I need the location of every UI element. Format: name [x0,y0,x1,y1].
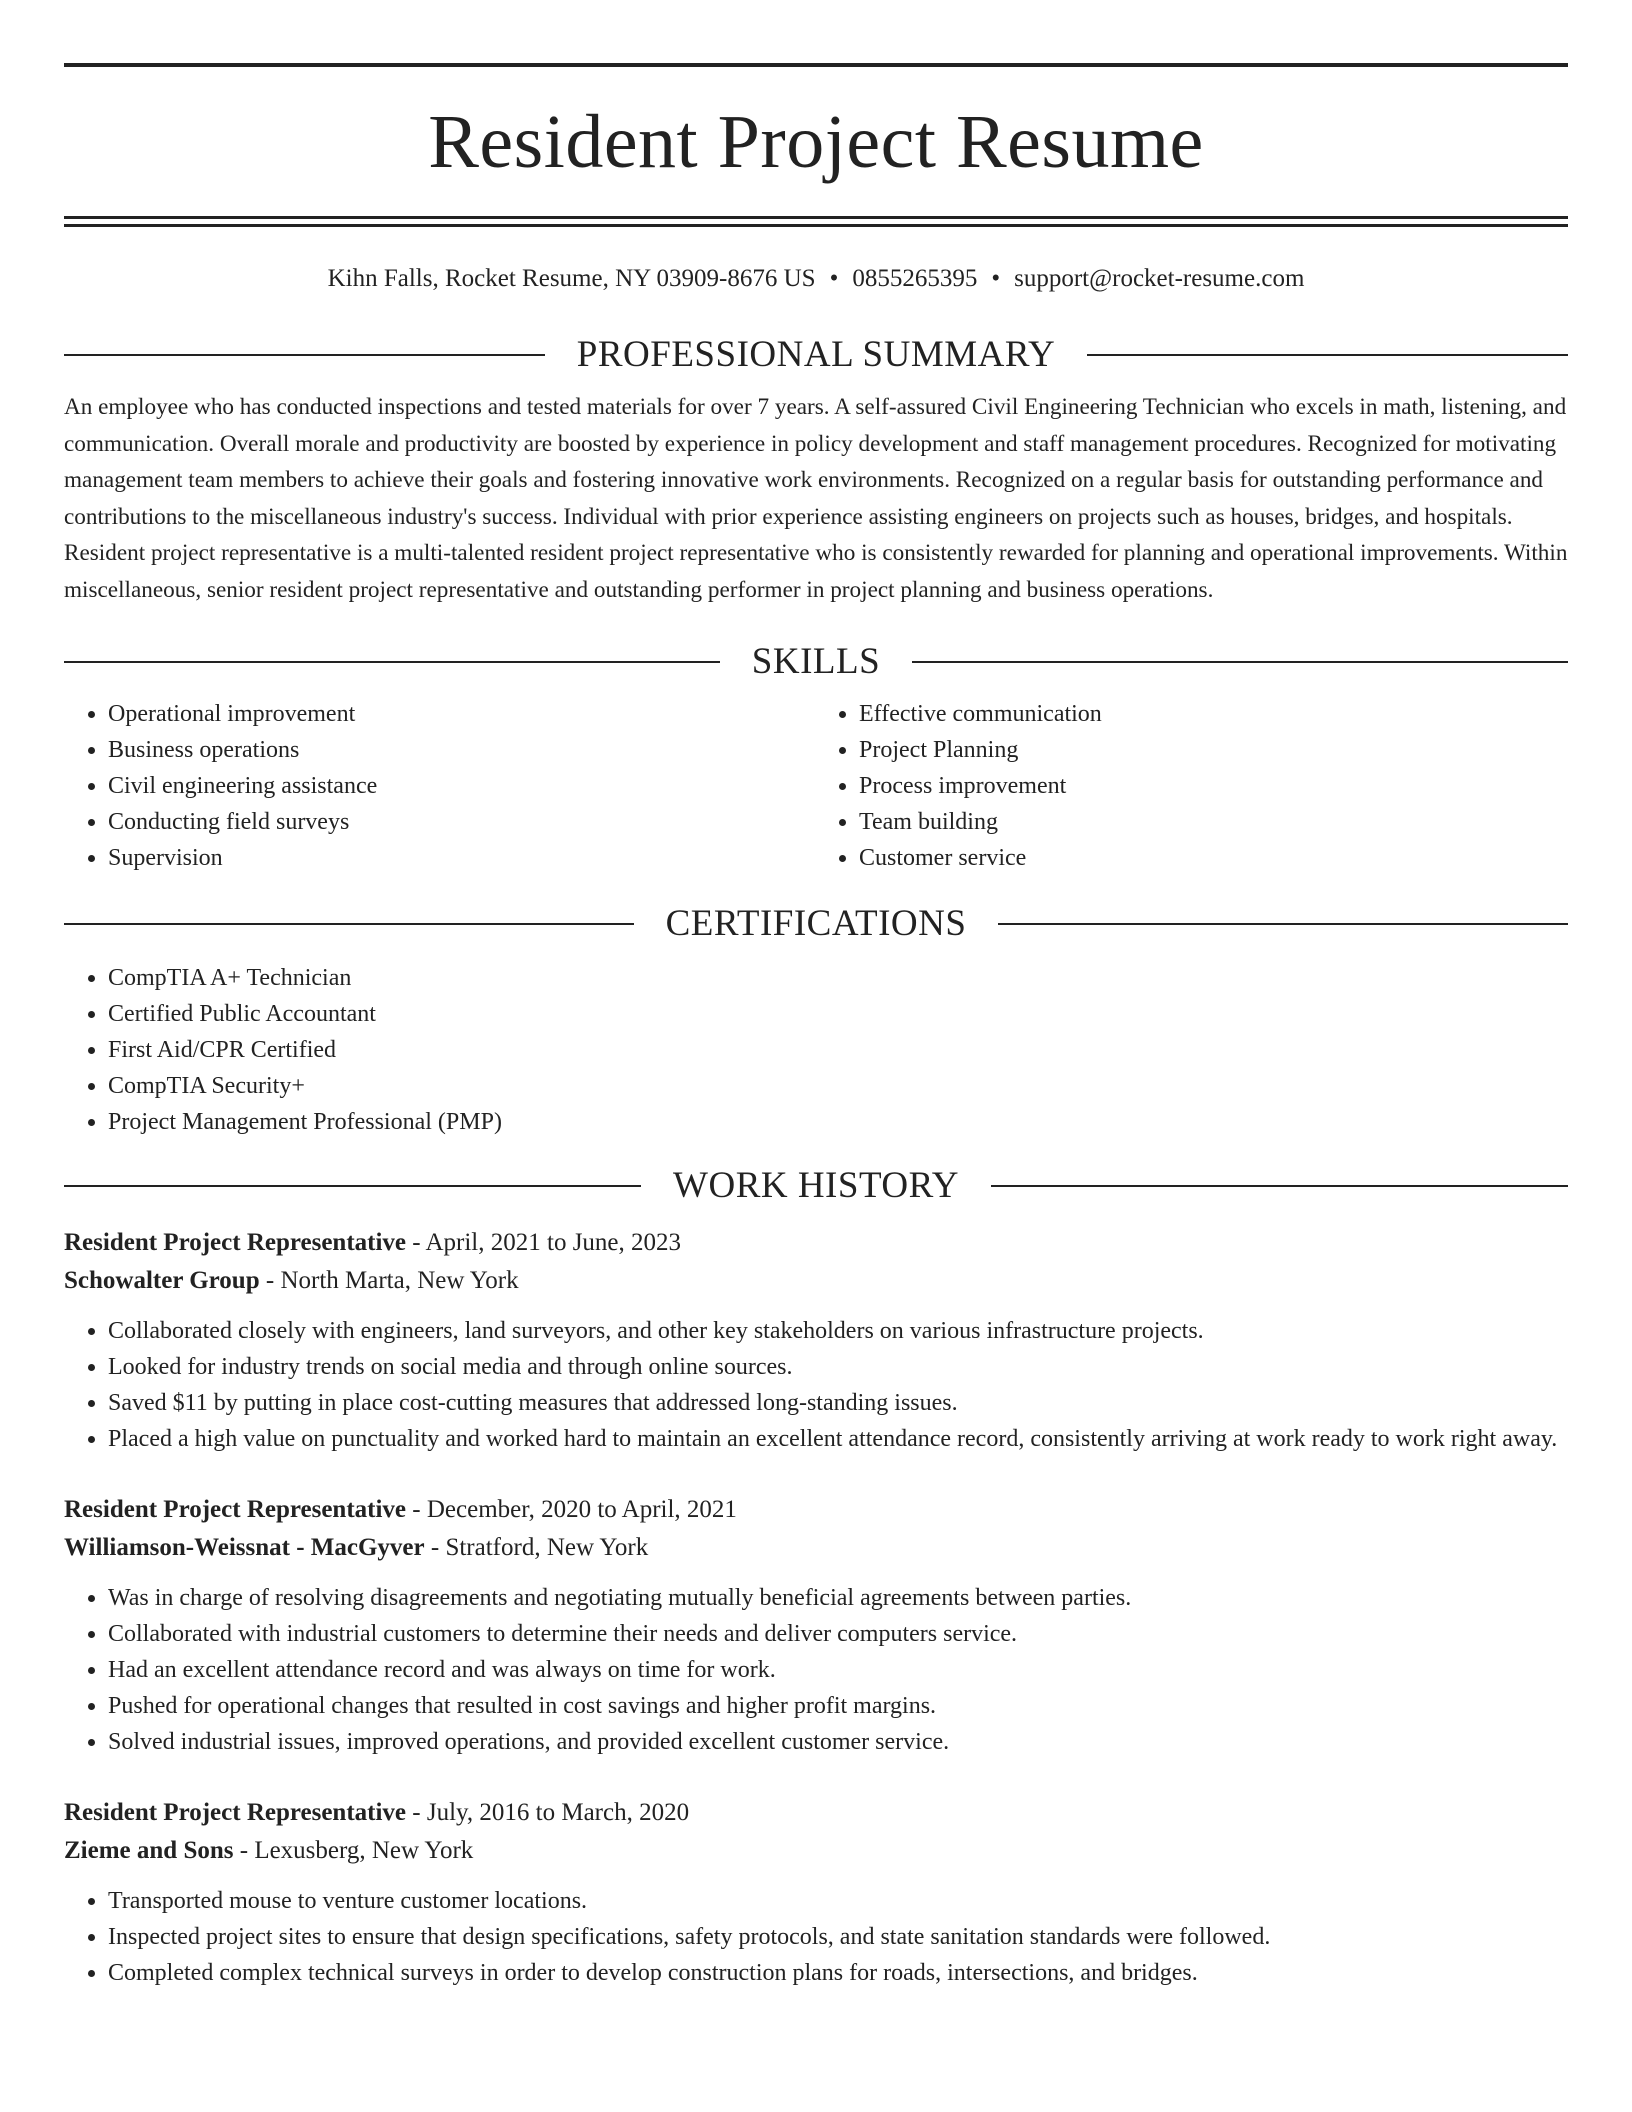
job-title: Resident Project Representative [64,1228,407,1256]
section-heading-work [64,1164,1568,1208]
top-rule [64,63,1568,67]
contact-phone: 0855265395 [852,265,978,292]
job-company-line [64,1529,1568,1567]
job-company: Zieme and Sons [64,1836,234,1864]
job-bullet: • Collaborated closely with engineers, land surveyors, and other key stakeholders on various infrastructure projects. [108,1313,1568,1349]
dash: - [424,1533,446,1561]
dash: - [406,1228,426,1256]
job-bullet: • Saved $11 by putting in place cost-cutting measures that addressed long-standing issues. [108,1385,1568,1421]
job-bullets [64,1580,1568,1760]
job-bullets [64,1883,1568,1991]
heading-rule-right [991,1185,1568,1187]
skill-item: • Civil engineering assistance [108,768,817,804]
job-title: Resident Project Representative [64,1495,407,1523]
job-entry [64,1491,1568,1760]
heading-rule-right [1087,354,1568,356]
section-heading-skills [64,640,1568,684]
contact-line [64,263,1568,295]
job-bullet: • Inspected project sites to ensure that design specifications, safety protocols, and state sanitation standards were followed. [108,1919,1568,1955]
skill-item: • Team building [859,804,1568,840]
certifications-list [64,960,1568,1140]
contact-separator: • [829,265,839,292]
heading-rule-left [64,354,545,356]
job-bullets [64,1313,1568,1457]
section-heading-summary [64,333,1568,377]
job-location: Stratford, New York [445,1533,649,1561]
job-company-line [64,1832,1568,1870]
job-bullet: • Collaborated with industrial customers to determine their needs and deliver computers service. [108,1616,1568,1652]
job-bullet: • Pushed for operational changes that resulted in cost savings and higher profit margins. [108,1688,1568,1724]
job-dates: December, 2020 to April, 2021 [426,1495,737,1523]
dash: - [233,1836,255,1864]
title-double-rule [64,216,1568,227]
section-title: PROFESSIONAL SUMMARY [576,334,1056,375]
skills-grid [64,696,1568,876]
skill-item: • Operational improvement [108,696,817,732]
certification-item: • CompTIA A+ Technician [108,960,1568,996]
resume-page [64,0,1568,1991]
job-entry [64,1224,1568,1457]
certification-item: • First Aid/CPR Certified [108,1032,1568,1068]
contact-address: Kihn Falls, Rocket Resume, NY 03909-8676 US [327,265,816,292]
job-company: Williamson-Weissnat - MacGyver [64,1533,425,1561]
dash: - [259,1266,281,1294]
skill-item: • Customer service [859,840,1568,876]
job-bullet: • Was in charge of resolving disagreements and negotiating mutually beneficial agreements between parties. [108,1580,1568,1616]
job-title-line [64,1224,1568,1262]
job-entry [64,1794,1568,1991]
certification-item: • CompTIA Security+ [108,1068,1568,1104]
section-title: WORK HISTORY [673,1164,959,1206]
job-title-line [64,1794,1568,1832]
page-title: Resident Project Resume [428,100,1204,184]
job-company: Schowalter Group [64,1266,260,1294]
certification-item: • Certified Public Accountant [108,996,1568,1032]
heading-rule-left [64,661,720,663]
contact-email: support@rocket-resume.com [1014,265,1305,292]
job-company-line [64,1262,1568,1300]
job-dates: July, 2016 to March, 2020 [426,1798,690,1826]
skill-item: • Conducting field surveys [108,804,817,840]
section-title: CERTIFICATIONS [665,902,967,944]
section-heading-certifications [64,902,1568,946]
job-title-line [64,1491,1568,1529]
job-title: Resident Project Representative [64,1798,407,1826]
contact-separator: • [991,265,1001,292]
section-title: SKILLS [751,640,881,682]
skill-item: • Supervision [108,840,817,876]
certification-item: • Project Management Professional (PMP) [108,1104,1568,1140]
job-dates: April, 2021 to June, 2023 [425,1228,682,1256]
job-bullet: • Transported mouse to venture customer locations. [108,1883,1568,1919]
skills-list-right [817,696,1568,876]
dash: - [406,1495,427,1523]
job-bullet: • Looked for industry trends on social media and through online sources. [108,1349,1568,1385]
heading-rule-left [64,1185,641,1187]
work-history [64,1224,1568,1991]
skills-list-left [64,696,817,876]
heading-rule-right [998,923,1568,925]
job-bullet: • Solved industrial issues, improved operations, and provided excellent customer service. [108,1724,1568,1760]
job-bullet: • Had an excellent attendance record and was always on time for work. [108,1652,1568,1688]
summary-text: An employee who has conducted inspections and tested materials for over 7 years. A self-assured Civil Engineering Technician who excels in math, listening, and communication. Overall morale and productivity are boosted by experience in policy development and staff management procedures. Recognized for motivating management team members to achieve their goals and fostering innovative work environments. Recognized on a regular basis for outstanding performance and contributions to the miscellaneous industry's success. Individual with prior experience assisting engineers on projects such as houses, bridges, and hospitals. Resident project representative is a multi-talented resident project representative who is consistently rewarded for planning and operational improvements. Within miscellaneous, senior resident project representative and outstanding performer in project planning and business operations. [64,394,1568,603]
skill-item: • Business operations [108,732,817,768]
dash: - [406,1798,427,1826]
job-bullet: • Placed a high value on punctuality and worked hard to maintain an excellent attendance record, consistently arriving at work ready to work right away. [108,1421,1568,1457]
heading-rule-left [64,923,634,925]
job-location: Lexusberg, New York [254,1836,474,1864]
skill-item: • Project Planning [859,732,1568,768]
skill-item: • Process improvement [859,768,1568,804]
skill-item: • Effective communication [859,696,1568,732]
job-bullet: • Completed complex technical surveys in order to develop construction plans for roads, intersections, and bridges. [108,1955,1568,1991]
job-location: North Marta, New York [280,1266,519,1294]
heading-rule-right [912,661,1568,663]
